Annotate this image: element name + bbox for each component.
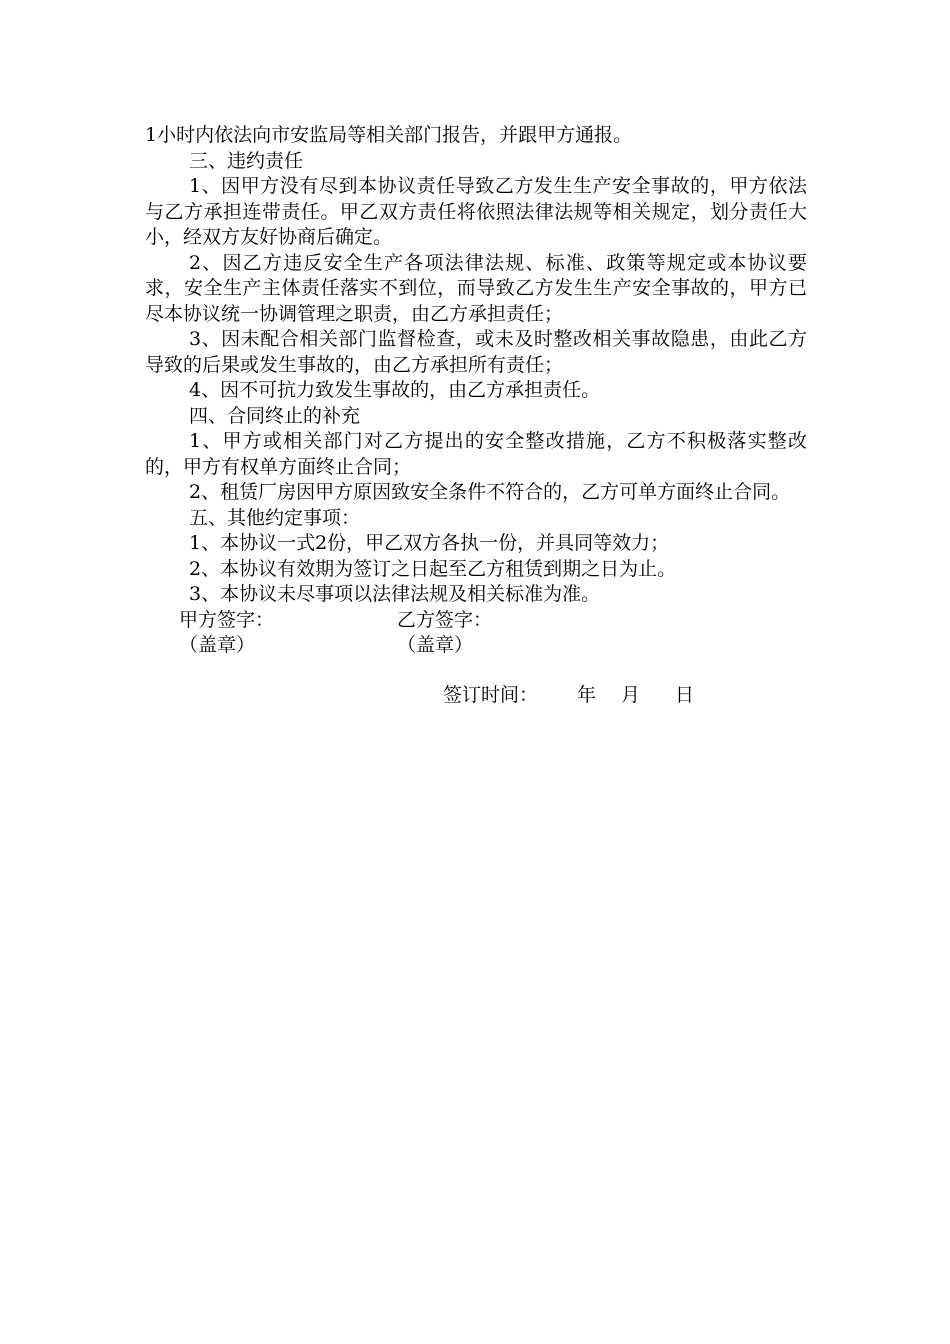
section-heading-breach-liability: 三、违约责任	[189, 149, 304, 172]
date-year-label: 年	[577, 683, 597, 706]
clause-3-3: 3、因未配合相关部门监督检查，或未及时整改相关事故隐患，由此乙方导致的后果或发生事故的，由乙方承担所有责任；	[145, 328, 807, 376]
signing-date-label: 签订时间：	[443, 683, 539, 706]
clause-3-4: 4、因不可抗力致发生事故的，由乙方承担责任。	[189, 379, 601, 401]
signing-date-row	[145, 683, 807, 709]
clause-5-2: 2、本协议有效期为签订之日起至乙方租赁到期之日为止。	[189, 557, 677, 580]
party-a-signature-label: 甲方签字：	[179, 608, 275, 631]
signature-row	[145, 608, 807, 634]
party-a-seal-label: （盖章）	[179, 634, 256, 656]
party-b-signature-label: 乙方签字：	[397, 608, 493, 631]
party-b-seal-label: （盖章）	[397, 634, 474, 656]
section-heading-other: 五、其他约定事项：	[189, 506, 361, 529]
seal-row	[145, 633, 807, 659]
date-month-label: 月	[621, 683, 641, 706]
clause-5-3: 3、本协议未尽事项以法律法规及相关标准为准。	[189, 583, 601, 605]
section-heading-termination: 四、合同终止的补充	[189, 404, 361, 427]
clause-4-2: 2、租赁厂房因甲方原因致安全条件不符合的，乙方可单方面终止合同。	[189, 481, 791, 503]
clause-4-1: 1、甲方或相关部门对乙方提出的安全整改措施，乙方不积极落实整改的，甲方有权单方面终止合同；	[145, 430, 807, 478]
document-body	[145, 123, 807, 708]
clause-5-1: 1、本协议一式2份，甲乙双方各执一份，并具同等效力；	[189, 532, 670, 554]
paragraph-continuation: 1小时内依法向市安监局等相关部门报告，并跟甲方通报。	[145, 124, 633, 146]
date-day-label: 日	[675, 683, 695, 706]
clause-3-2: 2、因乙方违反安全生产各项法律法规、标准、政策等规定或本协议要求，安全生产主体责任落实不到位，而导致乙方发生生产安全事故的，甲方已尽本协议统一协调管理之职责，由乙方承担责任；	[145, 251, 807, 325]
clause-3-1: 1、因甲方没有尽到本协议责任导致乙方发生生产安全事故的，甲方依法与乙方承担连带责任。甲乙双方责任将依照法律法规等相关规定，划分责任大小，经双方友好协商后确定。	[145, 175, 807, 248]
